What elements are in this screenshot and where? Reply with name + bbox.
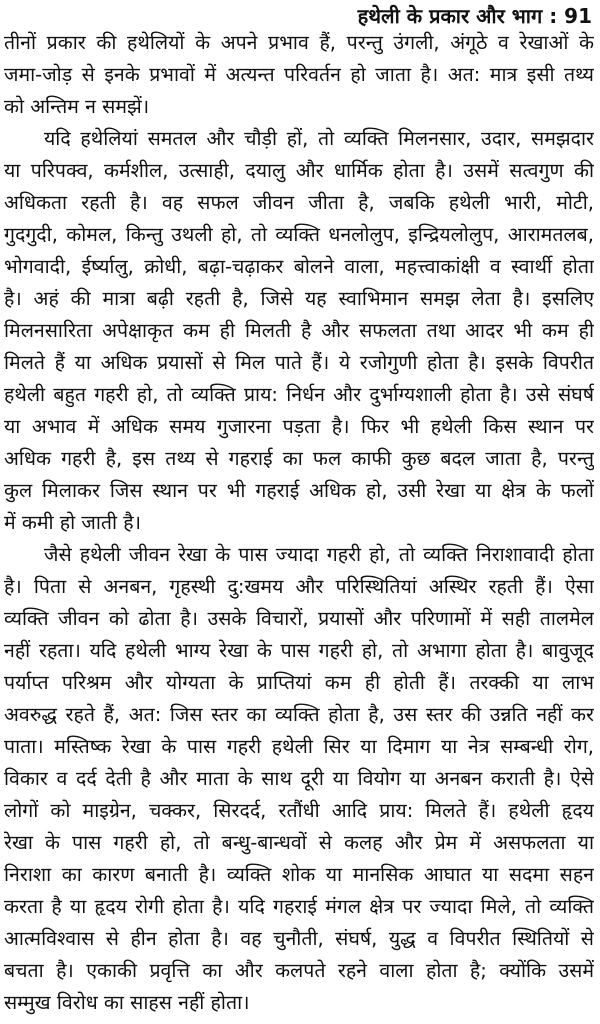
text-line: जैसे हथेली जीवन रेखा के पास ज्यादा गहरी हो, तो व्यक्ति निराशावादी होता <box>44 543 594 566</box>
text-line: तीनों प्रकार की हथेलियों के अपने प्रभाव हैं, परन्तु उंगली, अंगूठे व रेखाओं के <box>4 31 594 54</box>
text-line: मिलते हैं या अधिक प्रयासों से मिल पाते हैं। ये रजोगुणी होता है। इसके विपरीत <box>4 351 594 374</box>
text-line: निराशा का कारण बनाती है। व्यक्ति शोक या मानसिक आघात या सदमा सहन <box>4 863 594 886</box>
text-line: कुल मिलाकर जिस स्थान पर भी गहराई अधिक हो, उसी रेखा या क्षेत्र के फलों <box>4 479 594 502</box>
text-line: करता है या हृदय रोगी होता है। यदि गहराई मंगल क्षेत्र पर ज्यादा मिले, तो व्यक्ति <box>4 895 594 918</box>
text-line: यदि हथेलियां समतल और चौड़ी हों, तो व्यक्ति मिलनसार, उदार, समझदार <box>44 127 594 150</box>
body-text <box>4 27 594 1019</box>
text-line: या परिपक्व, कर्मशील, उत्साही, दयालु और धार्मिक होता है। उसमें सत्वगुण की <box>4 159 594 182</box>
text-line: हथेली बहुत गहरी हो, तो व्यक्ति प्राय: निर्धन और दुर्भाग्यशाली होता है। उसे संघर्ष <box>4 383 594 406</box>
text-line: मिलनसारिता अपेक्षाकृत कम ही मिलती है और सफलता तथा आदर भी कम ही <box>4 319 594 342</box>
paragraph <box>4 123 594 539</box>
text-line: बचता है। एकाकी प्रवृत्ति का और कलपते रहने वाला होता है; क्योंकि उसमें <box>4 959 594 982</box>
text-line: है। अहं की मात्रा बढ़ी रहती है, जिसे यह स्वाभिमान समझ लेता है। इसलिए <box>4 287 594 310</box>
text-line: रेखा के पास गहरी हो, तो बन्धु-बान्धवों से कलह और प्रेम में असफलता या <box>4 831 594 854</box>
text-line: है। पिता से अनबन, गृहस्थी दु:खमय और परिस्थितियां अस्थिर रहती हैं। ऐसा <box>4 575 594 598</box>
text-line: पाता। मस्तिष्क रेखा के पास गहरी हथेली सिर या दिमाग या नेत्र सम्बन्धी रोग, <box>4 735 594 758</box>
text-line: आत्मविश्वास से हीन होता है। वह चुनौती, संघर्ष, युद्ध व विपरीत स्थितियों से <box>4 927 594 950</box>
text-line: अवरुद्ध रहते हैं, अत: जिस स्तर का व्यक्ति होता है, उस स्तर की उन्नति नहीं कर <box>4 703 594 726</box>
text-line: अधिक गहरी है, इस तथ्य से गहराई का फल काफी कुछ बदल जाता है, परन्तु <box>4 447 594 470</box>
text-line: सम्मुख विरोध का साहस नहीं होता। <box>4 991 250 1014</box>
text-line: पर्याप्त परिश्रम और योग्यता के प्राप्तियां कम ही होती हैं। तरक्की या लाभ <box>4 671 594 694</box>
text-line: भोगवादी, ईर्ष्यालु, क्रोधी, बढ़ा-चढ़ाकर बोलने वाला, महत्त्वाकांक्षी व स्वार्थी होता <box>4 255 594 278</box>
text-line: या अभाव में अधिक समय गुजारना पड़ता है। फिर भी हथेली किस स्थान पर <box>4 415 594 438</box>
text-line: विकार व दर्द देती है और माता के साथ दूरी या वियोग या अनबन कराती है। ऐसे <box>4 767 594 790</box>
text-line: को अन्तिम न समझें। <box>4 95 150 118</box>
text-line: व्यक्ति जीवन को ढोता है। उसके विचारों, प्रयासों और परिणामों में सही तालमेल <box>4 607 594 630</box>
text-line: जमा-जोड़ से इनके प्रभावों में अत्यन्त परिवर्तन हो जाता है। अत: मात्र इसी तथ्य <box>4 63 594 86</box>
text-line: में कमी हो जाती है। <box>4 511 141 534</box>
paragraph <box>4 27 594 123</box>
text-line: गुदगुदी, कोमल, किन्तु उथली हो, तो व्यक्ति धनलोलुप, इन्द्रियलोलुप, आरामतलब, <box>4 223 594 246</box>
text-line: अधिकता रहती है। वह सफल जीवन जीता है, जबकि हथेली भारी, मोटी, <box>4 191 594 214</box>
paragraph <box>4 539 594 1019</box>
running-header: हथेली के प्रकार और भाग : 91 <box>357 4 592 28</box>
text-line: लोगों को माइग्रेन, चक्कर, सिरदर्द, रतौंधी आदि प्राय: मिलते हैं। हथेली हृदय <box>4 799 594 822</box>
text-line: नहीं रहता। यदि हथेली भाग्य रेखा के पास गहरी हो, तो अभागा होता है। बावुजूद <box>4 639 594 662</box>
